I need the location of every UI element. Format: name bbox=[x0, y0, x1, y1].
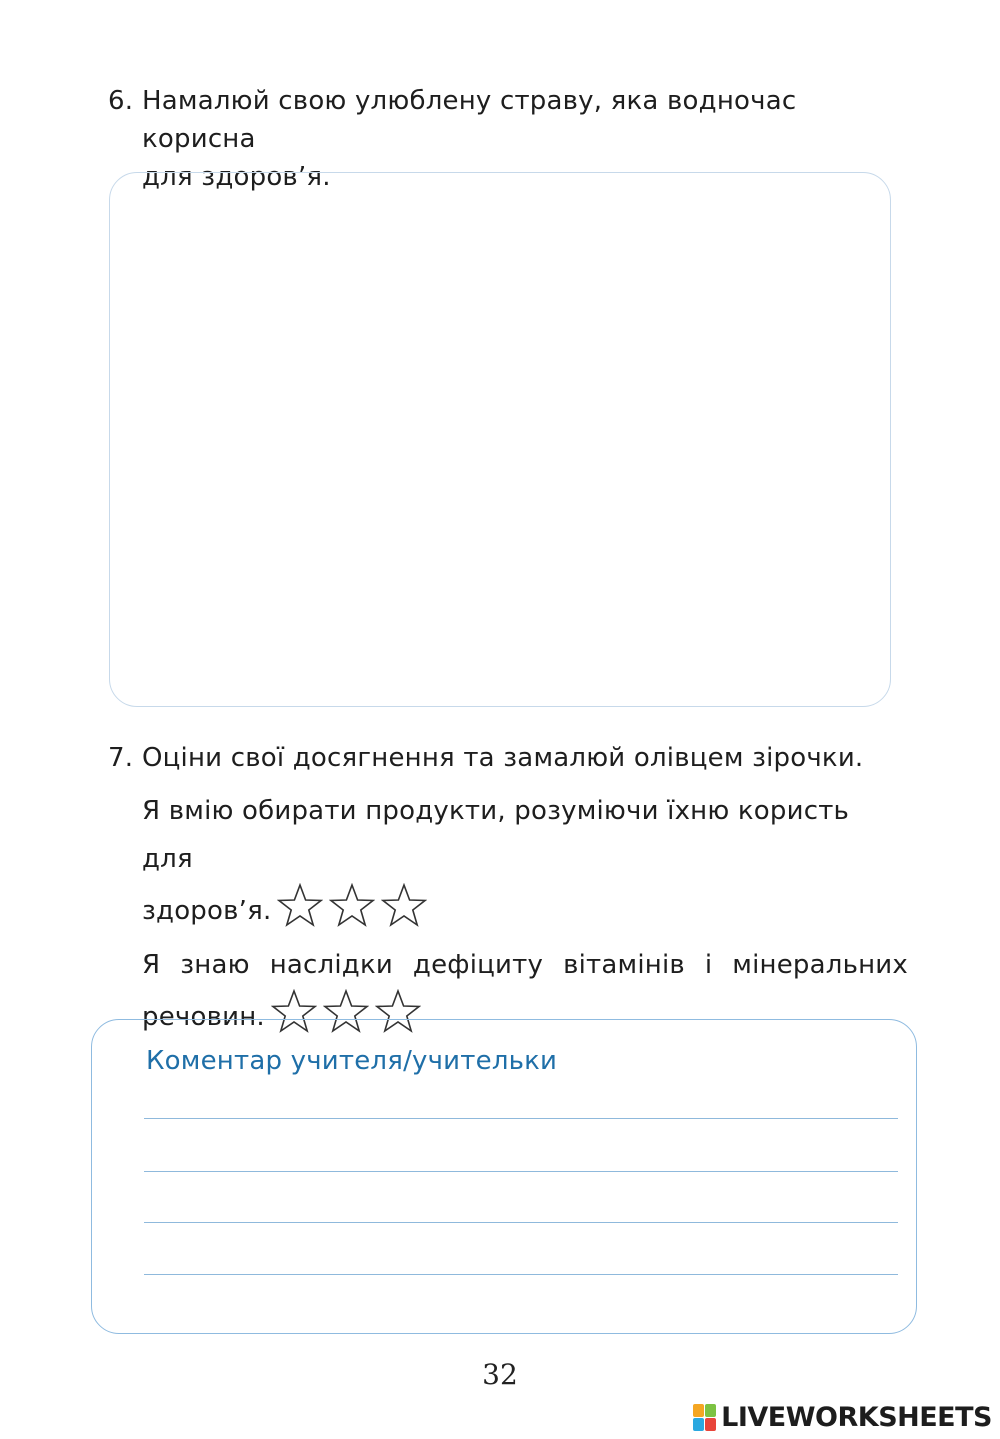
task-6-line-1: Намалюй свою улюблену страву, яка водночас корисна bbox=[142, 86, 797, 154]
skill-1-line-2: здоров’я. bbox=[142, 896, 272, 926]
teacher-comment-box bbox=[91, 1019, 917, 1334]
task-7-instruction: Оціни свої досягнення та замалюй олівцем зірочки. bbox=[142, 743, 864, 773]
brand-name: LIVEWORKSHEETS bbox=[721, 1402, 992, 1433]
skill-2-line-2: речовин. bbox=[142, 1002, 265, 1032]
task-7 bbox=[108, 739, 908, 1041]
skill-2-line-1: Я знаю наслідки дефіциту вітамінів і мінеральних bbox=[142, 950, 908, 980]
task-7-number: 7. bbox=[108, 743, 134, 773]
skill-1-stars bbox=[277, 883, 427, 927]
star-icon[interactable] bbox=[381, 883, 427, 927]
page-number: 32 bbox=[482, 1358, 518, 1391]
liveworksheets-logo-icon bbox=[693, 1404, 717, 1432]
comment-line[interactable] bbox=[144, 1274, 898, 1275]
brand-footer[interactable] bbox=[693, 1402, 992, 1433]
skill-item-1 bbox=[142, 787, 908, 935]
comment-line[interactable] bbox=[144, 1222, 898, 1223]
comment-title: Коментар учителя/учительки bbox=[146, 1046, 558, 1076]
task-6-line-2: для здоров’я. bbox=[142, 162, 331, 192]
skill-1-line-1: Я вмію обирати продукти, розуміючи їхню користь для bbox=[142, 796, 850, 874]
drawing-area[interactable] bbox=[109, 172, 891, 707]
star-icon[interactable] bbox=[329, 883, 375, 927]
task-6-number: 6. bbox=[108, 86, 134, 116]
star-icon[interactable] bbox=[277, 883, 323, 927]
comment-line[interactable] bbox=[144, 1171, 898, 1172]
comment-line[interactable] bbox=[144, 1118, 898, 1119]
